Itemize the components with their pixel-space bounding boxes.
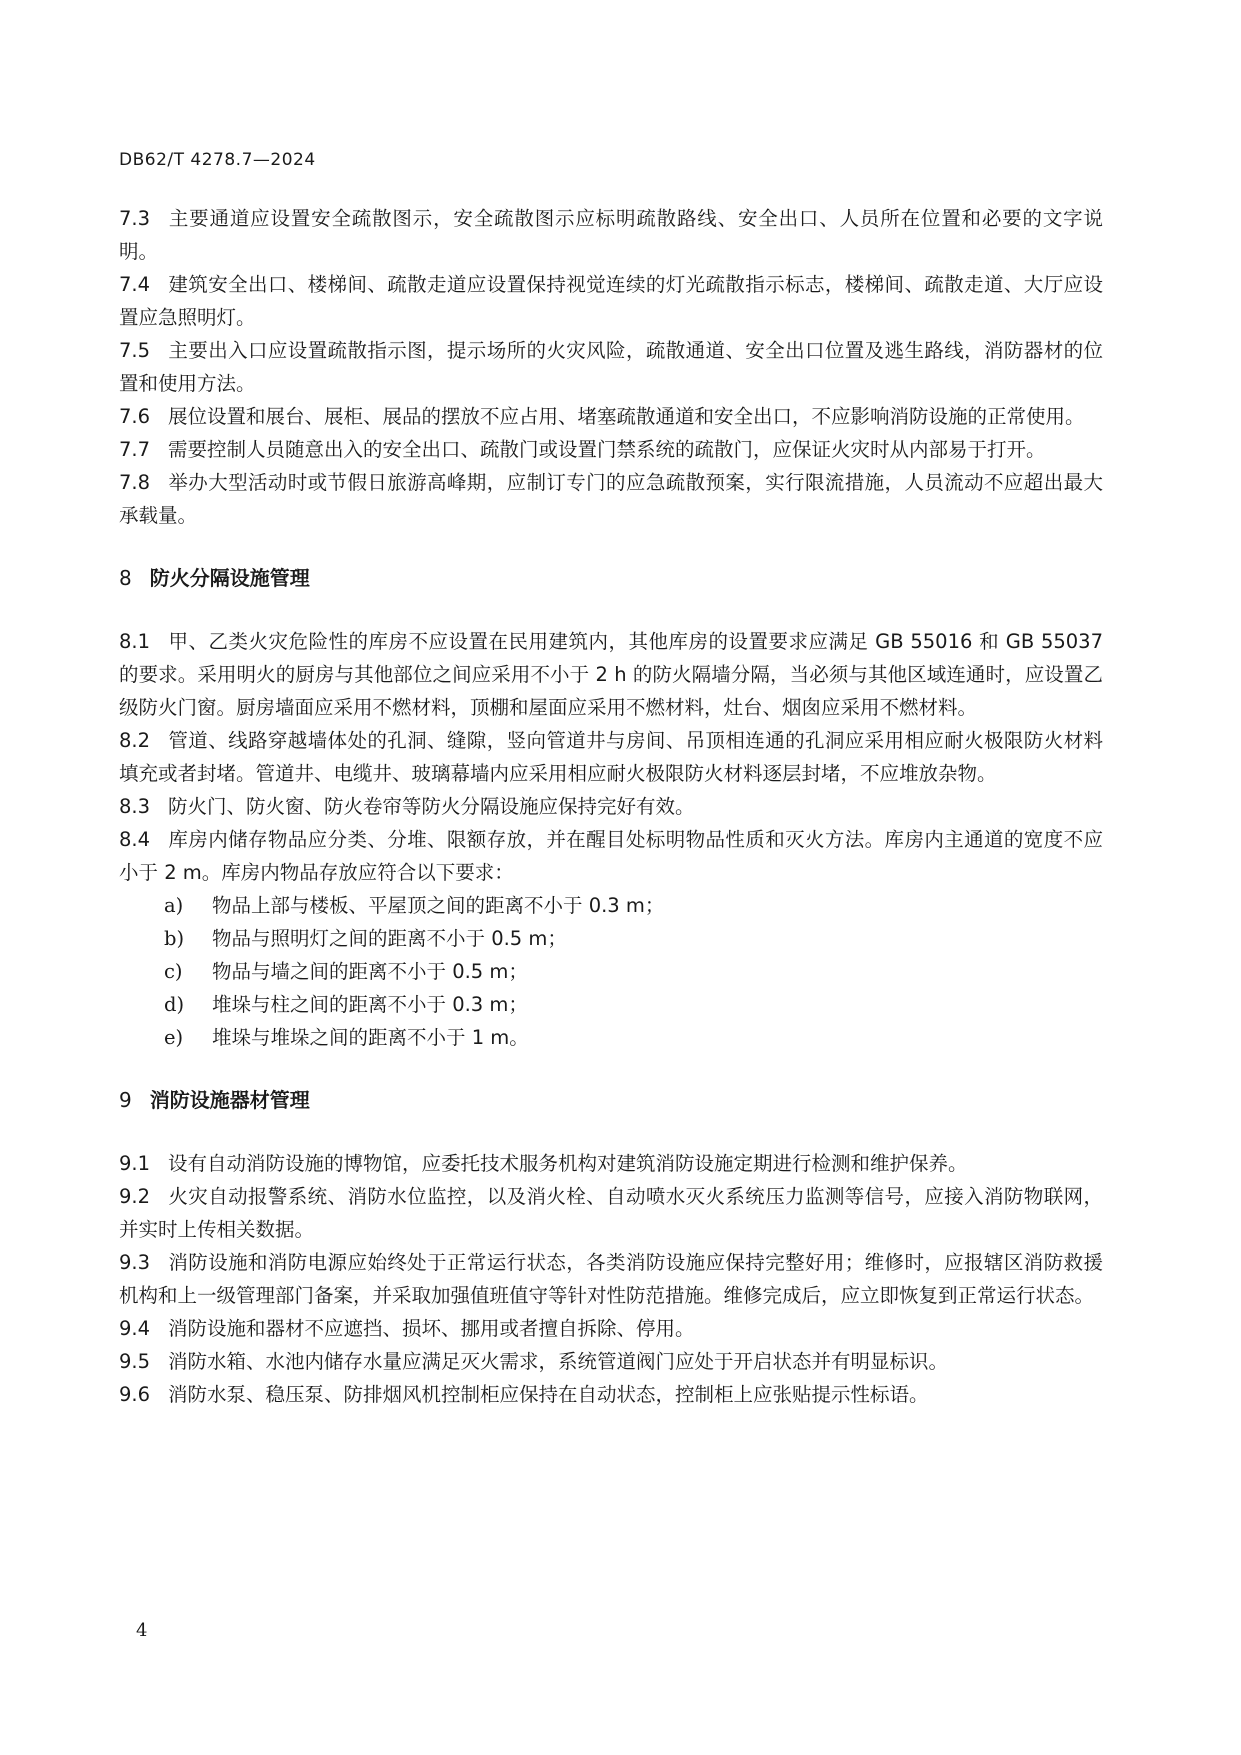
clause-number: 9.6 <box>119 1383 151 1406</box>
list-marker: a) <box>164 894 184 917</box>
clause-9-6 <box>119 1378 1103 1411</box>
clause-number: 9.2 <box>119 1185 151 1208</box>
clause-text: 消防水箱、水池内储存水量应满足灭火需求，系统管道阀门应处于开启状态并有明显标识。 <box>168 1350 949 1373</box>
document-code-header: DB62/T 4278.7—2024 <box>119 150 316 170</box>
section-number: 8 <box>119 566 132 590</box>
clause-9-5 <box>119 1345 1103 1378</box>
clause-number: 9.4 <box>119 1317 151 1340</box>
list-item-text: 物品上部与楼板、平屋顶之间的距离不小于 0.3 m； <box>212 894 665 917</box>
clause-text: 消防设施和消防电源应始终处于正常运行状态，各类消防设施应保持完整好用；维修时，应报辖区消防救援机构和上一级管理部门备案，并采取加强值班值守等针对性防范措施。维修完成后，应立即恢复到正常运行状态。 <box>119 1251 1103 1307</box>
clause-number: 8.2 <box>119 729 151 752</box>
list-item-text: 物品与照明灯之间的距离不小于 0.5 m； <box>212 927 567 950</box>
clause-7-7 <box>119 433 1103 466</box>
storage-requirements-list <box>119 889 1103 1054</box>
list-item <box>119 1021 1103 1054</box>
list-item <box>119 988 1103 1021</box>
section-8-heading <box>119 562 1103 595</box>
clause-number: 8.4 <box>119 828 151 851</box>
clause-text: 甲、乙类火灾危险性的库房不应设置在民用建筑内，其他库房的设置要求应满足 GB 55016 和 GB 55037 的要求。采用明火的厨房与其他部位之间应采用不小于 2 h 的防火隔墙分隔，当必须与其他区域连通时，应设置乙级防火门窗。厨房墙面应采用不燃材料，顶棚和屋面应采用不燃材料，灶台、烟囱应采用不燃材料。 <box>119 630 1103 719</box>
clause-number: 9.3 <box>119 1251 151 1274</box>
clause-number: 8.1 <box>119 630 151 653</box>
clause-number: 8.3 <box>119 795 151 818</box>
clause-number: 7.5 <box>119 339 151 362</box>
clause-7-8 <box>119 466 1103 532</box>
clause-number: 9.1 <box>119 1152 151 1175</box>
clause-text: 消防水泵、稳压泵、防排烟风机控制柜应保持在自动状态，控制柜上应张贴提示性标语。 <box>168 1383 929 1406</box>
clause-text: 主要通道应设置安全疏散图示，安全疏散图示应标明疏散路线、安全出口、人员所在位置和必要的文字说明。 <box>119 207 1103 263</box>
clause-text: 展位设置和展台、展柜、展品的摆放不应占用、堵塞疏散通道和安全出口，不应影响消防设施的正常使用。 <box>168 405 1085 428</box>
clause-text: 库房内储存物品应分类、分堆、限额存放，并在醒目处标明物品性质和灭火方法。库房内主通道的宽度不应小于 2 m。库房内物品存放应符合以下要求： <box>119 828 1103 884</box>
list-item-text: 物品与墙之间的距离不小于 0.5 m； <box>212 960 528 983</box>
clause-text: 需要控制人员随意出入的安全出口、疏散门或设置门禁系统的疏散门，应保证火灾时从内部易于打开。 <box>168 438 1046 461</box>
clause-9-1 <box>119 1147 1103 1180</box>
clause-text: 设有自动消防设施的博物馆，应委托技术服务机构对建筑消防设施定期进行检测和维护保养。 <box>168 1152 968 1175</box>
clause-text: 防火门、防火窗、防火卷帘等防火分隔设施应保持完好有效。 <box>168 795 695 818</box>
clause-number: 7.7 <box>119 438 151 461</box>
clause-8-2 <box>119 724 1103 790</box>
clause-8-3 <box>119 790 1103 823</box>
clause-text: 消防设施和器材不应遮挡、损坏、挪用或者擅自拆除、停用。 <box>168 1317 695 1340</box>
page-content <box>119 202 1103 1411</box>
section-title: 防火分隔设施管理 <box>149 566 310 590</box>
list-item-text: 堆垛与堆垛之间的距离不小于 1 m。 <box>212 1026 529 1049</box>
clause-7-4 <box>119 268 1103 334</box>
clause-9-3 <box>119 1246 1103 1312</box>
section-number: 9 <box>119 1088 132 1112</box>
clause-number: 7.3 <box>119 207 151 230</box>
clause-8-1 <box>119 625 1103 724</box>
clause-9-4 <box>119 1312 1103 1345</box>
clause-text: 建筑安全出口、楼梯间、疏散走道应设置保持视觉连续的灯光疏散指示标志，楼梯间、疏散走道、大厅应设置应急照明灯。 <box>119 273 1103 329</box>
clause-number: 7.4 <box>119 273 151 296</box>
list-marker: c) <box>164 960 183 983</box>
list-item-text: 堆垛与柱之间的距离不小于 0.3 m； <box>212 993 528 1016</box>
clause-text: 主要出入口应设置疏散指示图，提示场所的火灾风险，疏散通道、安全出口位置及逃生路线，消防器材的位置和使用方法。 <box>119 339 1103 395</box>
clause-9-2 <box>119 1180 1103 1246</box>
clause-7-6 <box>119 400 1103 433</box>
clause-text: 火灾自动报警系统、消防水位监控，以及消火栓、自动喷水灭火系统压力监测等信号，应接入消防物联网，并实时上传相关数据。 <box>119 1185 1103 1241</box>
section-title: 消防设施器材管理 <box>149 1088 310 1112</box>
clause-text: 举办大型活动时或节假日旅游高峰期，应制订专门的应急疏散预案，实行限流措施，人员流动不应超出最大承载量。 <box>119 471 1103 527</box>
list-marker: d) <box>164 993 185 1016</box>
clause-number: 7.8 <box>119 471 151 494</box>
clause-number: 9.5 <box>119 1350 151 1373</box>
clause-text: 管道、线路穿越墙体处的孔洞、缝隙，竖向管道井与房间、吊顶相连通的孔洞应采用相应耐火极限防火材料填充或者封堵。管道井、电缆井、玻璃幕墙内应采用相应耐火极限防火材料逐层封堵，不应堆放杂物。 <box>119 729 1103 785</box>
page-number: 4 <box>136 1620 148 1641</box>
list-item <box>119 955 1103 988</box>
list-marker: e) <box>164 1026 184 1049</box>
list-item <box>119 922 1103 955</box>
clause-number: 7.6 <box>119 405 151 428</box>
list-marker: b) <box>164 927 185 950</box>
clause-7-3 <box>119 202 1103 268</box>
section-9-heading <box>119 1084 1103 1117</box>
list-item <box>119 889 1103 922</box>
clause-8-4 <box>119 823 1103 889</box>
clause-7-5 <box>119 334 1103 400</box>
